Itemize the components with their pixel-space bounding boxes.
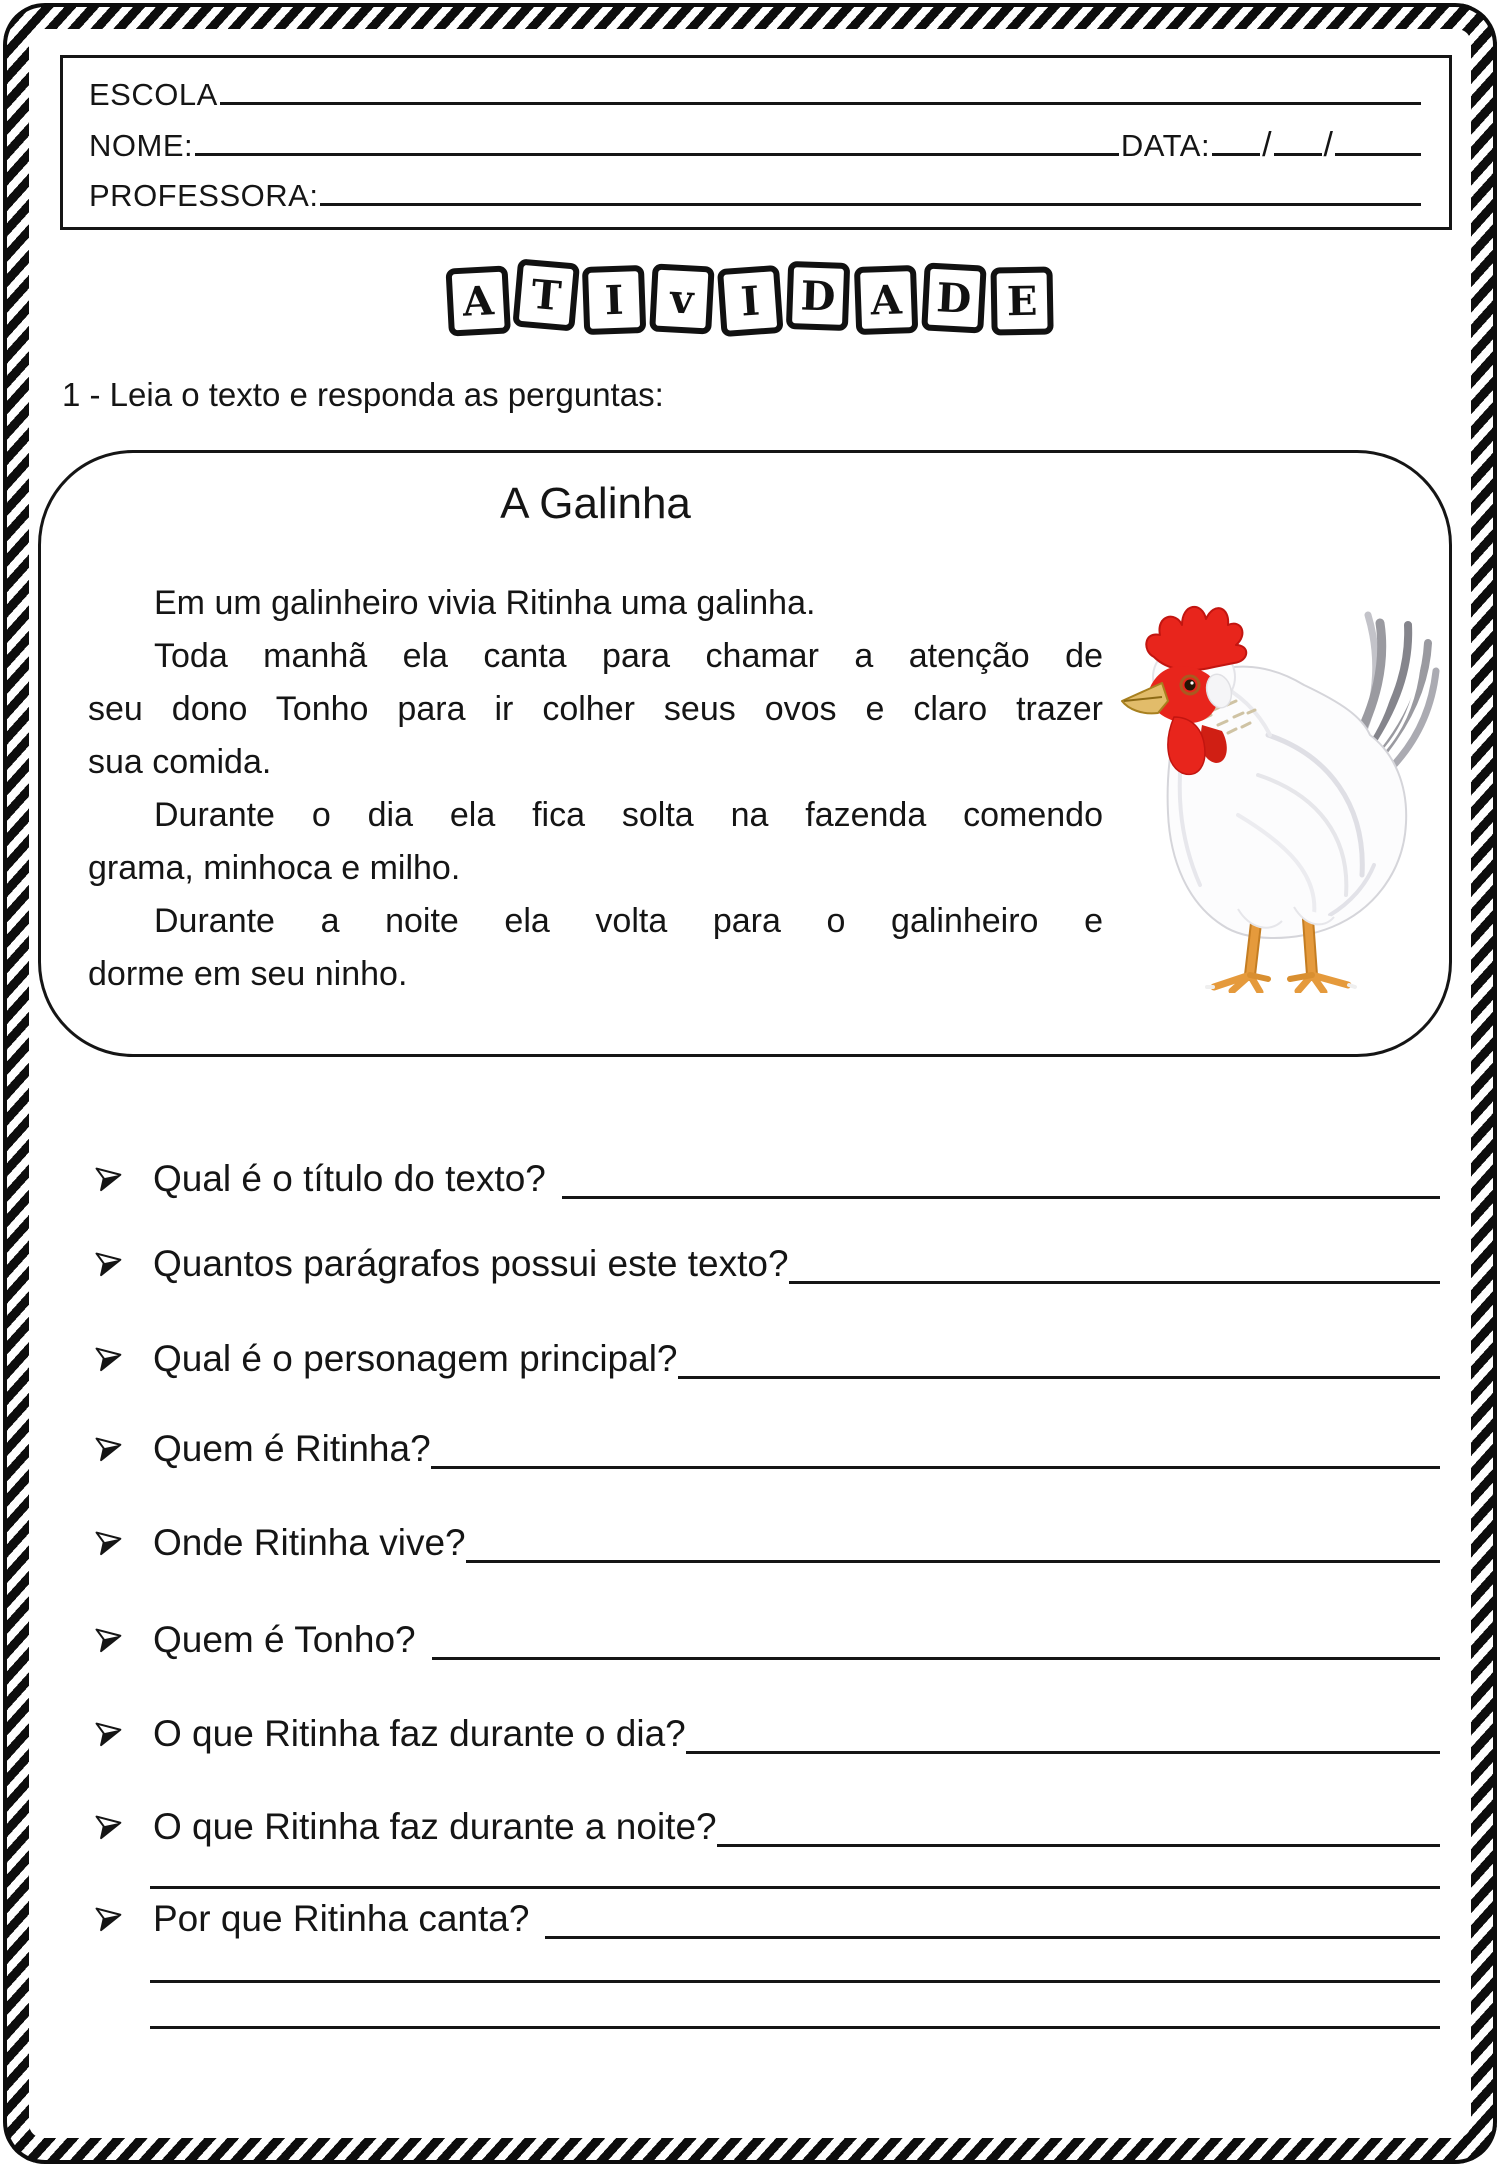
date-slash: / <box>1262 125 1272 164</box>
data-month-line[interactable] <box>1274 123 1322 156</box>
escola-row <box>89 72 1423 112</box>
answer-line[interactable] <box>466 1560 1440 1563</box>
question-row <box>97 1895 1440 1943</box>
question-text: Qual é o personagem principal? <box>153 1338 678 1379</box>
arrowhead-bullet-icon <box>94 1526 125 1557</box>
question-row <box>97 1519 1440 1567</box>
question-row <box>97 1616 1440 1664</box>
answer-line[interactable] <box>678 1376 1441 1379</box>
letter-tile: I <box>582 265 646 335</box>
question-text: O que Ritinha faz durante o dia? <box>153 1713 686 1754</box>
hen-comb <box>1146 607 1246 670</box>
escola-input-line[interactable] <box>220 72 1421 105</box>
answer-line[interactable] <box>431 1466 1440 1469</box>
passage-line: grama, minhoca e milho. <box>88 849 461 887</box>
question-text: Quem é Tonho? <box>153 1619 416 1660</box>
question-row <box>97 1240 1440 1288</box>
passage-line: Durante a noite ela volta para o galinheiro e <box>154 902 1103 940</box>
nome-data-row <box>89 123 1423 163</box>
instruction-text: 1 - Leia o texto e responda as perguntas: <box>62 376 664 413</box>
passage-line: sua comida. <box>88 743 272 781</box>
activity-title <box>0 263 1500 331</box>
question-row <box>97 1425 1440 1473</box>
arrowhead-bullet-icon <box>94 1810 125 1841</box>
white-hen-illustration <box>1118 585 1440 993</box>
data-label: DATA: <box>1120 127 1211 163</box>
arrowhead-bullet-icon <box>94 1623 125 1654</box>
question-text: Onde Ritinha vive? <box>153 1522 466 1563</box>
letter-tile: I <box>717 265 784 337</box>
passage-line: Em um galinheiro vivia Ritinha uma galinha. <box>154 584 816 622</box>
professora-input-line[interactable] <box>320 173 1421 206</box>
answer-line[interactable] <box>789 1281 1440 1284</box>
answer-line[interactable] <box>545 1936 1440 1939</box>
answer-line[interactable] <box>717 1844 1440 1847</box>
nome-label: NOME: <box>89 127 194 163</box>
question-row <box>97 1710 1440 1758</box>
passage-line: Toda manhã ela canta para chamar a atenção de <box>154 637 1103 675</box>
passage-line: Durante o dia ela fica solta na fazenda comendo <box>154 796 1103 834</box>
passage-line: seu dono Tonho para ir colher seus ovos e claro trazer <box>88 690 1103 728</box>
data-year-line[interactable] <box>1335 123 1421 156</box>
arrowhead-bullet-icon <box>94 1247 125 1278</box>
data-day-line[interactable] <box>1212 123 1260 156</box>
answer-line[interactable] <box>562 1196 1440 1199</box>
escola-label: ESCOLA <box>89 77 218 113</box>
answer-continuation-line[interactable] <box>150 1886 1440 1889</box>
question-row <box>97 1155 1440 1203</box>
professora-label: PROFESSORA: <box>89 177 319 213</box>
date-slash: / <box>1323 125 1333 164</box>
question-text: Qual é o título do texto? <box>153 1158 546 1199</box>
answer-continuation-line[interactable] <box>150 2026 1440 2029</box>
arrowhead-bullet-icon <box>94 1162 125 1193</box>
question-text: O que Ritinha faz durante a noite? <box>153 1806 717 1847</box>
professora-row <box>89 173 1423 213</box>
letter-tile: D <box>786 261 850 331</box>
question-text: Por que Ritinha canta? <box>153 1898 530 1939</box>
nome-input-line[interactable] <box>195 123 1119 156</box>
student-info-box <box>60 55 1452 230</box>
passage-text <box>88 577 1103 1001</box>
letter-tile: A <box>445 265 510 336</box>
question-row <box>97 1803 1440 1851</box>
letter-tile: v <box>649 263 714 334</box>
question-text: Quantos parágrafos possui este texto? <box>153 1243 789 1284</box>
arrowhead-bullet-icon <box>94 1432 125 1463</box>
answer-line[interactable] <box>686 1751 1440 1754</box>
answer-line[interactable] <box>432 1657 1440 1660</box>
passage-line: dorme em seu ninho. <box>88 955 408 993</box>
arrowhead-bullet-icon <box>94 1902 125 1933</box>
letter-tile: D <box>921 262 986 333</box>
letter-tile: E <box>990 266 1053 335</box>
letter-tile: A <box>854 265 918 335</box>
arrowhead-bullet-icon <box>94 1717 125 1748</box>
hen-eye-glint <box>1190 681 1193 684</box>
question-row <box>97 1335 1440 1383</box>
question-text: Quem é Ritinha? <box>153 1428 431 1469</box>
passage-title: A Galinha <box>500 479 691 528</box>
arrowhead-bullet-icon <box>94 1342 125 1373</box>
hen-eye <box>1185 680 1196 691</box>
answer-continuation-line[interactable] <box>150 1980 1440 1983</box>
letter-tile: T <box>512 258 580 331</box>
